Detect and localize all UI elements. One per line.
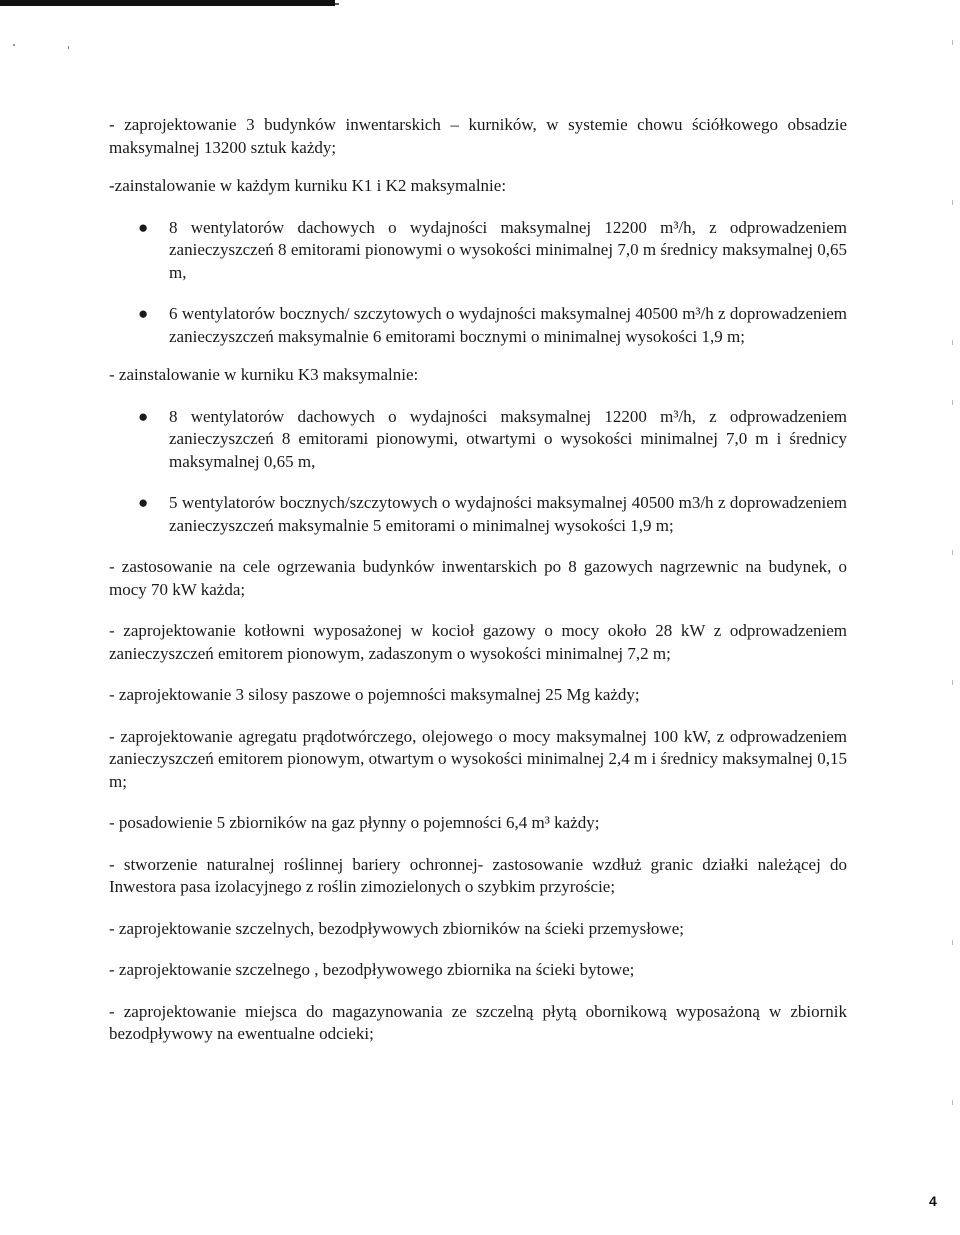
bullet-icon: ● xyxy=(138,217,149,237)
paragraph-generator: - zaprojektowanie agregatu prądotwórczego, olejowego o mocy maksymalnej 100 kW, z odprowadzeniem zanieczyszczeń emitorem pionowym, otwartym o wysokości minimalnej 2,4 m i średnicy maksymalnej 0,15 m; xyxy=(109,726,847,791)
bullet-k3-side-fans xyxy=(109,492,847,537)
bullet-text: 8 wentylatorów dachowych o wydajności maksymalnej 12200 m³/h, z odprowadzeniem zanieczyszczeń 8 emitorami pionowymi, otwartymi o wysokości minimalnej 7,0 m i średnicy maksymalnej 0,65 m, xyxy=(169,406,847,471)
paragraph-barrier: - stworzenie naturalnej roślinnej bariery ochronnej- zastosowanie wzdłuż granic działki należącej do Inwestora pasa izolacyjnego z roślin zimozielonych o szybkim przyroście; xyxy=(109,854,847,896)
bullet-k1k2-side-fans xyxy=(109,303,847,348)
bullet-icon: ● xyxy=(138,304,149,323)
scan-speck xyxy=(13,44,15,46)
scan-edge-marks xyxy=(952,40,954,1140)
paragraph-industrial-tanks: - zaprojektowanie szczelnych, bezodpływowych zbiorników na ścieki przemysłowe; xyxy=(109,918,684,938)
page-number: 4 xyxy=(929,1193,937,1209)
header-rule xyxy=(0,0,335,6)
paragraph-silos: - zaprojektowanie 3 silosy paszowe o pojemności maksymalnej 25 Mg każdy; xyxy=(109,685,640,704)
scan-speck xyxy=(68,46,69,49)
paragraph-heating: - zastosowanie na cele ogrzewania budynków inwentarskich po 8 gazowych nagrzewnic na budynek, o mocy 70 kW każda; xyxy=(109,557,847,599)
bullet-icon: ● xyxy=(138,493,149,512)
paragraph-boiler-room: - zaprojektowanie kotłowni wyposażonej w kocioł gazowy o mocy około 28 kW z odprowadzeniem zanieczyszczeń emitorem pionowym, zadaszonym o wysokości minimalnej 7,2 m; xyxy=(109,621,847,663)
bullet-text: 6 wentylatorów bocznych/ szczytowych o wydajności maksymalnej 40500 m³/h z doprowadzeniem zanieczyszczeń maksymalnie 6 emitorami bocznymi o minimalnej wysokości 1,9 m; xyxy=(169,304,847,346)
bullet-icon: ● xyxy=(138,406,149,426)
paragraph-buildings: - zaprojektowanie 3 budynków inwentarskich – kurników, w systemie chowu ściółkowego obsadzie maksymalnej 13200 sztuk każdy; xyxy=(109,115,847,157)
document-body xyxy=(109,114,847,1046)
paragraph-gas-tanks: - posadowienie 5 zbiorników na gaz płynny o pojemności 6,4 m³ każdy; xyxy=(109,813,600,832)
bullet-text: 5 wentylatorów bocznych/szczytowych o wydajności maksymalnej 40500 m3/h z doprowadzeniem zanieczyszczeń maksymalnie 5 emitorami o minimalnej wysokości 1,9 m; xyxy=(169,493,847,535)
paragraph-manure-storage: - zaprojektowanie miejsca do magazynowania ze szczelną płytą obornikową wyposażoną w zbiornik bezodpływowy na ewentualne odcieki; xyxy=(109,1001,847,1043)
paragraph-domestic-tank: - zaprojektowanie szczelnego , bezodpływowego zbiornika na ścieki bytowe; xyxy=(109,960,635,979)
bullet-text: 8 wentylatorów dachowych o wydajności maksymalnej 12200 m³/h, z odprowadzeniem zanieczyszczeń 8 emitorami pionowymi o wysokości minimalnej 7,0 m średnicy maksymalnej 0,65 m, xyxy=(169,217,847,282)
header-rule-tail xyxy=(335,3,339,5)
bullet-k1k2-roof-fans xyxy=(109,217,847,285)
paragraph-k3-heading: - zainstalowanie w kurniku K3 maksymalnie: xyxy=(109,365,419,384)
paragraph-k1-k2-heading: -zainstalowanie w każdym kurniku K1 i K2 maksymalnie: xyxy=(109,176,507,195)
bullet-k3-roof-fans xyxy=(109,406,847,474)
